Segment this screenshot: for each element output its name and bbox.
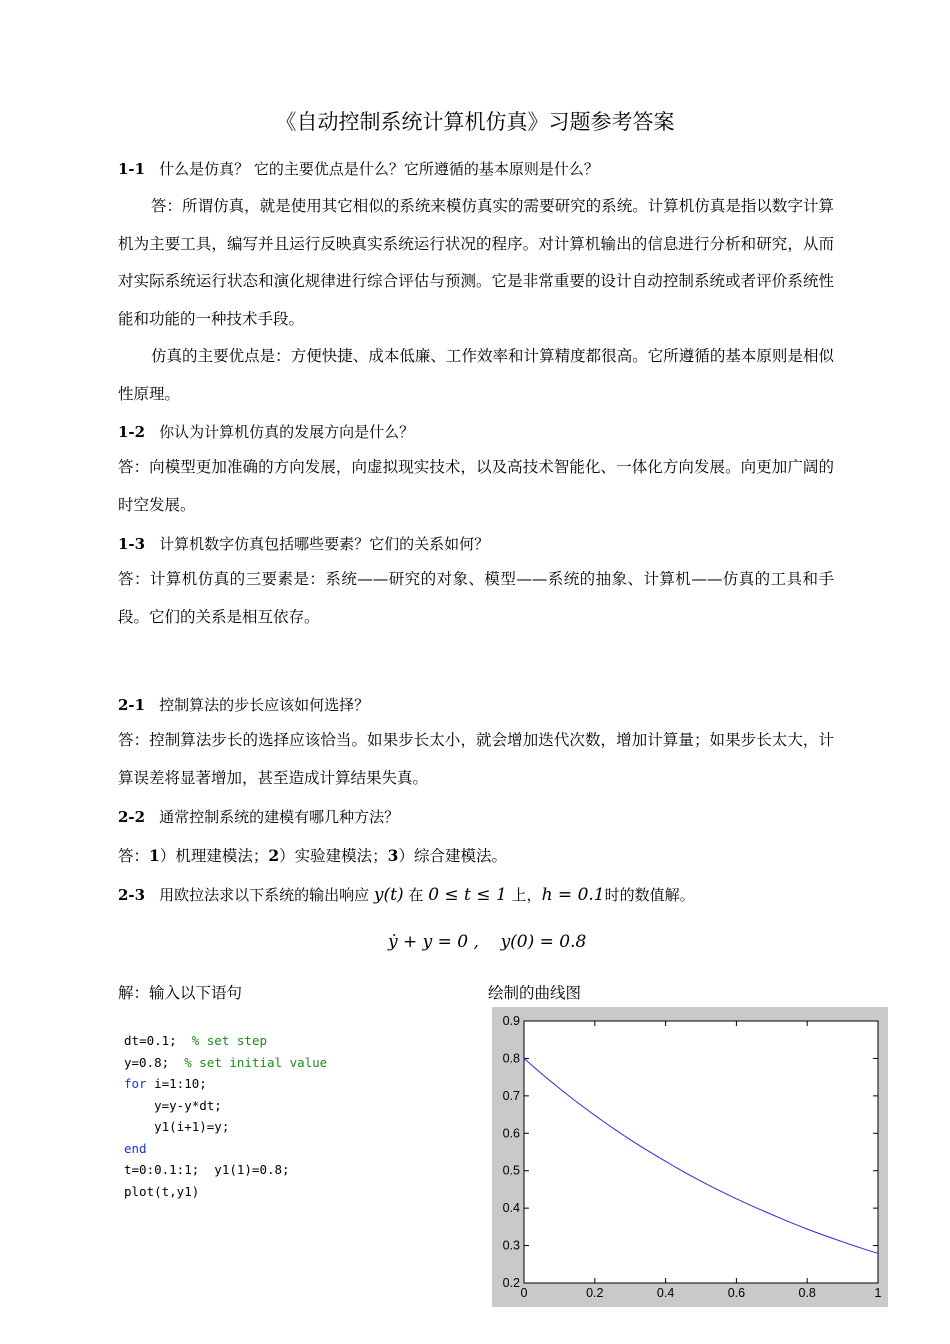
code-line: dt=0.1; — [124, 1033, 192, 1048]
question-2-2 — [118, 806, 399, 827]
x-tick-label: 0.6 — [727, 1286, 746, 1300]
y-tick-label: 0.7 — [502, 1088, 520, 1103]
question-text: 计算机数字仿真包括哪些要素？它们的关系如何？ — [159, 535, 490, 553]
x-tick-label: 0.2 — [586, 1286, 604, 1300]
math-expression: 0 ≤ t ≤ 1 — [428, 885, 507, 905]
answer-1-3: 答：计算机仿真的三要素是：系统——研究的对象、模型——系统的抽象、计算机——仿真的工具和手段。它们的关系是相互依存。 — [118, 570, 834, 626]
question-number: 1-3 — [118, 535, 146, 553]
y-tick-label: 0.5 — [502, 1163, 520, 1178]
y-tick-label: 0.4 — [502, 1201, 520, 1216]
question-1-3 — [118, 533, 489, 554]
question-text: 通常控制系统的建模有哪几种方法？ — [159, 808, 400, 826]
code-comment: % set step — [191, 1033, 267, 1048]
method-number: 1 — [149, 846, 160, 865]
plot-area — [524, 1021, 878, 1283]
y-tick-label: 0.2 — [502, 1276, 520, 1290]
code-block — [124, 1030, 327, 1202]
answer-1-1-paragraph-1: 答：所谓仿真，就是使用其它相似的系统来模仿真实的需要研究的系统。计算机仿真是指以数字计算机为主要工具，编写并且运行反映真实系统运行状况的程序。对计算机输出的信息进行分析和研究，从而对实际系统运行状态和演化规律进行综合评估与预测。它是非常重要的设计自动控制系统或者评价系统性能和功能的一种技术手段。 — [118, 197, 834, 328]
question-text: 用欧拉法求以下系统的输出响应 — [159, 886, 370, 904]
code-line: y1(i+1)=y; — [124, 1119, 230, 1134]
plot-figure — [492, 1007, 888, 1307]
math-expression: h = 0.1 — [541, 885, 605, 905]
question-text: 在 — [408, 886, 424, 904]
method-text: ）实验建模法； — [279, 847, 388, 865]
code-line: t=0:0.1:1; y1(1)=0.8; — [124, 1162, 290, 1177]
x-tick-label: 0.8 — [798, 1286, 816, 1300]
question-number: 2-3 — [118, 886, 146, 904]
answer-1-1-paragraph-2: 仿真的主要优点是：方便快捷、成本低廉、工作效率和计算精度都很高。它所遵循的基本原则是相似性原理。 — [118, 347, 834, 403]
line-chart — [492, 1007, 888, 1307]
math-expression: y(t) — [373, 885, 404, 905]
code-line: plot(t,y1) — [124, 1183, 200, 1199]
code-comment: % set initial value — [184, 1054, 328, 1070]
plot-caption: 绘制的曲线图 — [488, 984, 582, 1002]
question-number: 1-2 — [118, 423, 146, 441]
method-text: ）机理建模法； — [159, 847, 269, 865]
question-number: 1-1 — [118, 160, 146, 178]
question-text: 控制算法的步长应该如何选择？ — [159, 696, 370, 714]
y-tick-label: 0.6 — [502, 1126, 520, 1141]
answer-2-1: 答：控制算法步长的选择应该恰当。如果步长太小，就会增加迭代次数，增加计算量；如果步长太大，计算误差将显著增加，甚至造成计算结果失真。 — [118, 731, 834, 787]
question-number: 2-2 — [118, 808, 146, 826]
equation — [388, 932, 586, 952]
answer-2-2 — [118, 844, 507, 866]
code-line: y=0.8; — [124, 1054, 185, 1070]
question-text: 上， — [511, 886, 542, 904]
question-text: 什么是仿真？ 它的主要优点是什么？它所遵循的基本原则是什么？ — [159, 160, 599, 178]
code-keyword: for — [124, 1076, 147, 1091]
method-number: 3 — [387, 846, 399, 865]
method-text: ）综合建模法。 — [398, 847, 507, 865]
y-tick-label: 0.9 — [502, 1014, 520, 1028]
answer-1-2: 答：向模型更加准确的方向发展，向虚拟现实技术，以及高技术智能化、一体化方向发展。向更加广阔的时空发展。 — [118, 458, 834, 514]
question-2-3 — [118, 884, 695, 905]
question-2-1 — [118, 694, 369, 715]
equation-lhs: ẏ + y = 0 , — [388, 932, 479, 952]
y-tick-label: 0.8 — [502, 1051, 520, 1066]
solution-label: 解：输入以下语句 — [118, 984, 243, 1002]
initial-condition: y(0) = 0.8 — [500, 932, 587, 952]
question-1-1 — [118, 158, 599, 179]
code-line: i=1:10; — [146, 1076, 207, 1091]
page-title: 《自动控制系统计算机仿真》习题参考答案 — [275, 110, 675, 134]
x-tick-label: 0 — [520, 1286, 528, 1300]
question-1-2 — [118, 421, 414, 442]
method-number: 2 — [268, 846, 280, 865]
y-tick-label: 0.3 — [502, 1238, 520, 1253]
code-keyword: end — [124, 1140, 147, 1156]
question-text: 你认为计算机仿真的发展方向是什么？ — [159, 423, 415, 441]
answer-prefix: 答： — [118, 847, 150, 865]
question-number: 2-1 — [118, 696, 146, 714]
x-tick-label: 0.4 — [656, 1286, 675, 1300]
code-line: y=y-y*dt; — [124, 1097, 222, 1113]
x-tick-label: 1 — [874, 1286, 882, 1300]
question-text: 时的数值解。 — [604, 886, 695, 904]
